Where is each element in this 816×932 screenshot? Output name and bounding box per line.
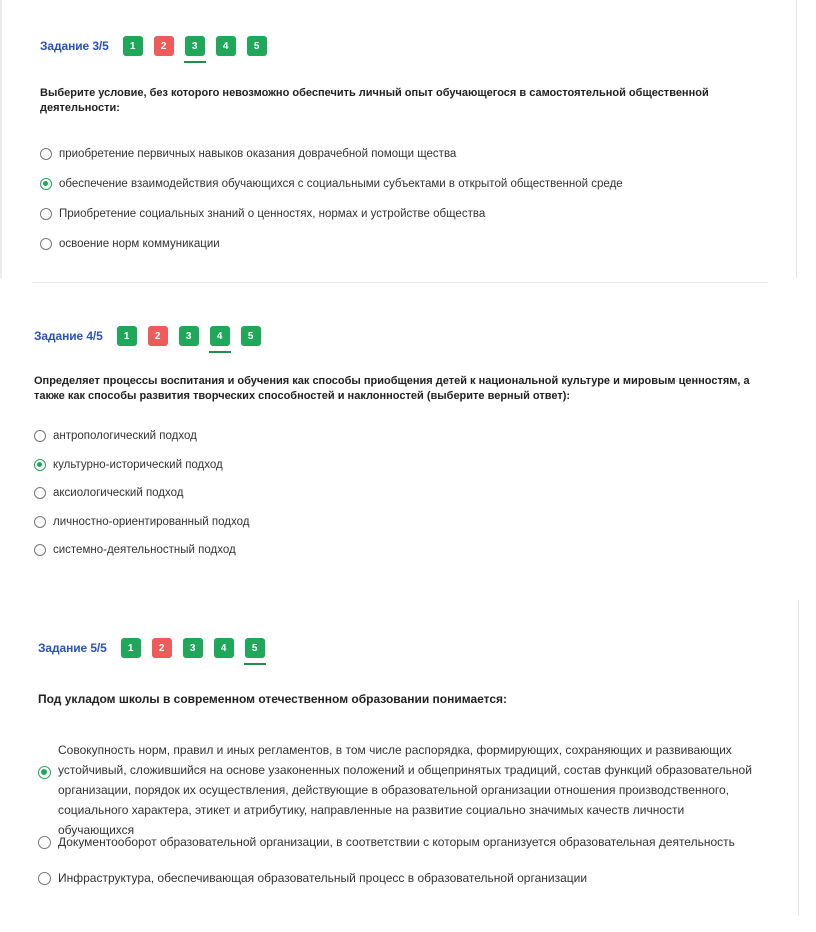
option-label: культурно-исторический подход bbox=[53, 459, 223, 471]
answer-option[interactable] bbox=[34, 513, 249, 531]
task-title: Задание 4/5 bbox=[34, 329, 103, 343]
task-3-header bbox=[40, 36, 278, 56]
answer-option[interactable] bbox=[40, 235, 220, 253]
radio-selected-icon[interactable] bbox=[38, 766, 51, 779]
left-divider bbox=[0, 0, 2, 278]
answer-option[interactable] bbox=[38, 868, 587, 888]
task-5-header bbox=[38, 638, 276, 658]
option-label: освоение норм коммуникации bbox=[59, 238, 220, 250]
option-label: Инфраструктура, обеспечивающая образовательный процесс в образовательной организации bbox=[58, 871, 588, 885]
radio-icon[interactable] bbox=[40, 238, 52, 250]
answer-option[interactable] bbox=[34, 484, 184, 502]
task-3-panel bbox=[0, 0, 797, 278]
task-4-header bbox=[34, 326, 272, 346]
question-nav-5[interactable]: 5 bbox=[241, 326, 261, 346]
question-nav bbox=[123, 36, 278, 56]
option-label: Приобретение социальных знаний о ценностях, нормах и устройстве общества bbox=[59, 208, 486, 220]
question-nav-2[interactable]: 2 bbox=[148, 326, 168, 346]
question-text: Выберите условие, без которого невозможно обеспечить личный опыт обучающегося в самостоятельной общественной деятельности: bbox=[40, 87, 709, 114]
option-label: Совокупность норм, правил и иных регламентов, в том числе распорядка, формирующих, сохраняющих и развивающих устойчивый, сложившийся на основе узаконенных положений и общепринятых традиций, состав функций образовательной организации, порядок их осуществления, действующие в образовательной организации отношения производственного, социального характера, этикет и атрибутику, направленные на развитие социально значимых качеств личности обучающихся bbox=[58, 743, 752, 837]
radio-icon[interactable] bbox=[34, 544, 46, 556]
question-nav-3-current[interactable]: 3 bbox=[185, 36, 205, 56]
question-text: Определяет процессы воспитания и обучения как способы приобщения детей к национальной культуре и мировым ценностям, а также как способы развития творческих способностей и наклонностей (выберите верный ответ): bbox=[34, 375, 750, 402]
question-nav-1[interactable]: 1 bbox=[123, 36, 143, 56]
question-nav-3[interactable]: 3 bbox=[179, 326, 199, 346]
question-nav-2[interactable]: 2 bbox=[154, 36, 174, 56]
question-nav-5[interactable]: 5 bbox=[247, 36, 267, 56]
question-nav-4[interactable]: 4 bbox=[216, 36, 236, 56]
option-label: системно-деятельностный подход bbox=[53, 544, 236, 556]
option-label: Документооборот образовательной организации, в соответствии с которым организуется образовательная деятельность bbox=[58, 835, 735, 849]
answer-option-selected[interactable] bbox=[34, 456, 223, 474]
option-label: обеспечение взаимодействия обучающихся с социальными субъектами в открытой общественной среде bbox=[59, 178, 623, 190]
radio-icon[interactable] bbox=[34, 516, 46, 528]
task-5-panel bbox=[0, 600, 799, 916]
option-label: личностно-ориентированный подход bbox=[53, 516, 250, 528]
option-label: приобретение первичных навыков оказания доврачебной помощи щества bbox=[59, 148, 457, 160]
radio-icon[interactable] bbox=[38, 836, 51, 849]
question-nav-2[interactable]: 2 bbox=[152, 638, 172, 658]
radio-selected-icon[interactable] bbox=[34, 459, 46, 471]
answer-option[interactable] bbox=[34, 541, 236, 559]
radio-icon[interactable] bbox=[38, 872, 51, 885]
answer-option-selected[interactable] bbox=[40, 175, 623, 193]
question-nav-4[interactable]: 4 bbox=[214, 638, 234, 658]
question-nav-1[interactable]: 1 bbox=[117, 326, 137, 346]
question-nav-1[interactable]: 1 bbox=[121, 638, 141, 658]
panel-divider bbox=[32, 282, 768, 283]
radio-icon[interactable] bbox=[34, 487, 46, 499]
question-text: Под укладом школы в современном отечественном образовании понимается: bbox=[38, 692, 508, 706]
question-nav bbox=[121, 638, 276, 658]
answer-option[interactable] bbox=[40, 145, 456, 163]
radio-icon[interactable] bbox=[34, 430, 46, 442]
question-nav-5-current[interactable]: 5 bbox=[245, 638, 265, 658]
radio-icon[interactable] bbox=[40, 148, 52, 160]
radio-selected-icon[interactable] bbox=[40, 178, 52, 190]
question-nav bbox=[117, 326, 272, 346]
task-title: Задание 5/5 bbox=[38, 641, 107, 655]
option-label: антропологический подход bbox=[53, 430, 197, 442]
answer-option-selected[interactable] bbox=[38, 740, 758, 840]
answer-option[interactable] bbox=[40, 205, 485, 223]
question-nav-3[interactable]: 3 bbox=[183, 638, 203, 658]
task-4-panel bbox=[0, 290, 800, 580]
question-nav-4-current[interactable]: 4 bbox=[210, 326, 230, 346]
answer-option[interactable] bbox=[34, 427, 197, 445]
answer-option[interactable] bbox=[38, 832, 735, 852]
option-label: аксиологический подход bbox=[53, 487, 184, 499]
radio-icon[interactable] bbox=[40, 208, 52, 220]
task-title: Задание 3/5 bbox=[40, 39, 109, 53]
